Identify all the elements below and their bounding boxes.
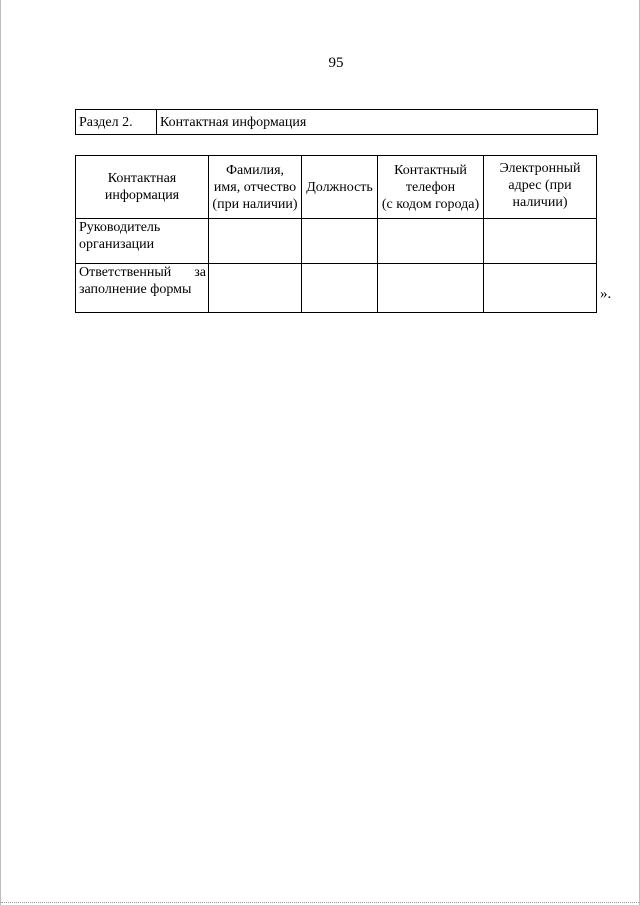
row-label-head: Руководитель организации [76,219,209,264]
table-row [76,219,597,264]
cell-full-name [209,264,302,313]
cell-email [484,219,597,264]
section-label: Раздел 2. [76,110,157,135]
header-contact-info: Контактная информация [76,156,209,219]
closing-quote: ». [600,286,612,302]
table-header-row [76,156,597,219]
section-header-table [75,109,598,135]
header-full-name: Фамилия, имя, отчество (при наличии) [209,156,302,219]
header-phone: Контактный телефон (с кодом города) [378,156,484,219]
row-label-responsible: Ответственный за заполнение формы [76,264,209,313]
cell-position [302,219,378,264]
cell-position [302,264,378,313]
table-row [76,264,597,313]
page-number: 95 [328,55,344,71]
contact-info-table [75,155,597,313]
cell-phone [378,264,484,313]
cell-phone [378,219,484,264]
header-email: Электронный адрес (при наличии) [484,156,597,219]
scan-edge-line [1,902,640,903]
cell-full-name [209,219,302,264]
section-title: Контактная информация [157,110,598,135]
cell-email [484,264,597,313]
header-position: Должность [302,156,378,219]
